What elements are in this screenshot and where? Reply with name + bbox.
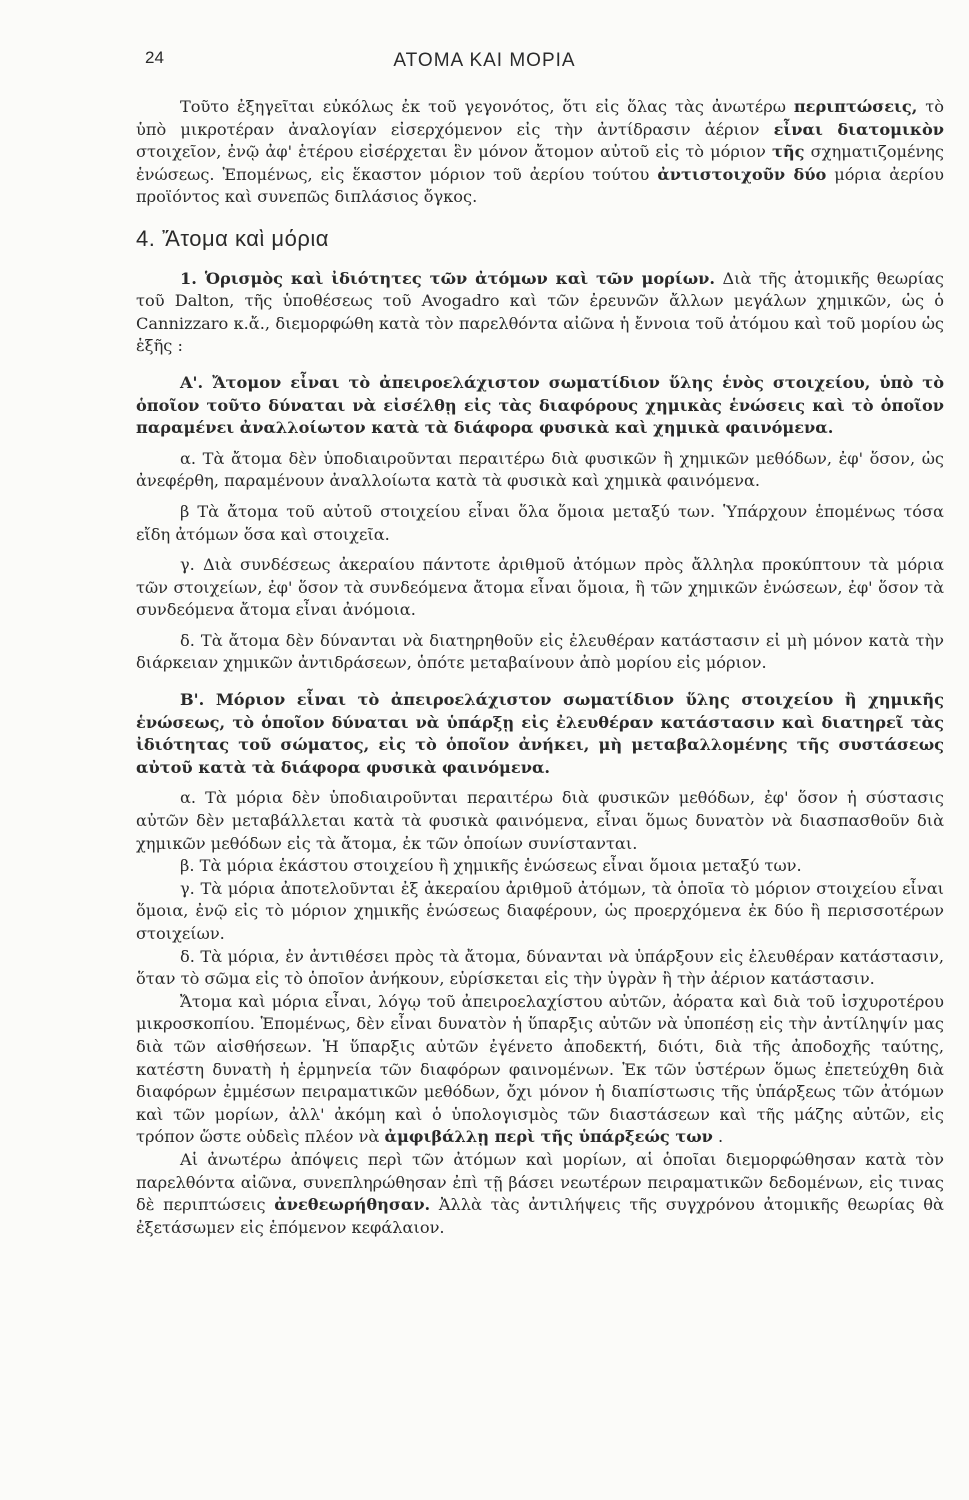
page-header (0, 48, 969, 78)
molecule-property-c: γ. Τὰ μόρια ἀποτελοῦνται ἐξ ἀκεραίου ἀριθμοῦ ἀτόμων, τὰ ὁποῖα τὸ μόριον στοιχείου εἶναι ὅμοια, ἐνῷ εἰς τὸ μόριον χημικῆς ἑνώσεως διαφέρουν, ὡς προερχόμενα ἐκ δύο ἢ περισσοτέρων στοιχείων. (136, 878, 944, 943)
atom-definition: Α'. Ἄτομον εἶναι τὸ ἀπειροελάχιστον σωματίδιον ὕλης ἑνὸς στοιχείου, ὑπὸ τὸ ὁποῖον τοῦτο δύναται νὰ εἰσέλθῃ εἰς τὰς διαφόρους χημικὰς ἑνώσεις καὶ τὸ ὁποῖον παραμένει ἀναλλοίωτον κατὰ τὰ διάφορα φυσικὰ καὶ χημικὰ φαινόμενα. (136, 372, 944, 438)
intro-text-3: στοιχεῖον, ἐνῷ ἀφ' ἑτέρου εἰσέρχεται ἓν μόνον ἄτομον αὐτοῦ εἰς τὸ μόριον (136, 142, 772, 162)
atom-property-b: β Τὰ ἄτομα τοῦ αὐτοῦ στοιχείου εἶναι ὅλα ὅμοια μεταξύ των. Ὑπάρχουν ἑπομένως τόσα εἴδη ἀτόμων ὅσα καὶ στοιχεῖα. (136, 501, 944, 544)
intro-bold-1: περιπτώσεις, (793, 97, 918, 116)
intro-paragraph (136, 96, 944, 209)
molecule-property-a: α. Τὰ μόρια δὲν ὑποδιαιροῦνται περαιτέρω διὰ φυσικῶν μεθόδων, ἐφ' ὅσον ἡ σύστασις αὐτῶν δὲν μεταβάλλεται κατὰ τὰ φυσικὰ φαινόμενα, εἶναι ὅμως δυνατὸν νὰ διασπασθοῦν διὰ χημικῶν μεθόδων εἰς τὰ ἄτομα, ἐκ τῶν ὁποίων συνίστανται. (136, 788, 944, 853)
page-body (136, 96, 944, 1239)
intro-bold-4: ἀντιστοιχοῦν δύο (657, 164, 827, 184)
intro-text-1: Τοῦτο ἐξηγεῖται εὐκόλως ἐκ τοῦ γεγονότος, ὅτι εἰς ὅλας τὰς ἀνωτέρω (180, 97, 794, 116)
closing-2-bold: ἀνεθεωρήθησαν. (274, 1195, 431, 1215)
closing-paragraph-1 (136, 991, 944, 1149)
subsection-title: 1. Ὁρισμὸς καὶ ἰδιότητες τῶν ἀτόμων καὶ τῶν μορίων. (180, 268, 716, 288)
subsection-definition-intro (136, 268, 944, 358)
closing-paragraph-2 (136, 1149, 944, 1239)
intro-bold-2: εἶναι διατομικὸν (773, 119, 944, 139)
atom-property-d: δ. Τὰ ἄτομα δὲν δύνανται νὰ διατηρηθοῦν εἰς ἐλευθέραν κατάστασιν εἰ μὴ μόνον κατὰ τὴν διάρκειαν χημικῶν ἀντιδράσεων, ὁπότε μεταβαίνουν ἀπὸ μορίου εἰς μόριον. (136, 630, 944, 673)
page-number: 24 (145, 48, 164, 67)
intro-text-5: μόρια ἀερίου προϊόντος καὶ συνεπῶς διπλάσιος ὄγκος. (136, 164, 944, 207)
molecule-property-d: δ. Τὰ μόρια, ἐν ἀντιθέσει πρὸς τὰ ἄτομα, δύνανται νὰ ὑπάρξουν εἰς ἐλευθέραν κατάστασιν, ὅταν τὸ σῶμα εἰς τὸ ὁποῖον ἀνήκουν, εὑρίσκεται εἰς τὴν ὑγρὰν ἢ τὴν ἀέριον κατάστασιν. (136, 946, 944, 989)
atom-property-c: γ. Διὰ συνδέσεως ἀκεραίου πάντοτε ἀριθμοῦ ἀτόμων πρὸς ἄλληλα προκύπτουν τὰ μόρια τῶν στοιχείων, ἐφ' ὅσον τὰ συνδεόμενα ἄτομα εἶναι ὅμοια, ἢ τῶν χημικῶν ἑνώσεων, ἐφ' ὅσον τὰ συνδεόμενα ἄτομα εἶναι ἀνόμοια. (136, 555, 944, 620)
intro-text-2: τὸ ὑπὸ μικροτέραν ἀναλογίαν εἰσερχόμενον εἰς τὴν ἀντίδρασιν ἀέριον (136, 97, 944, 139)
closing-1-bold: ἀμφιβάλλῃ περὶ τῆς ὑπάρξεώς των (384, 1127, 713, 1147)
closing-2-end: Ἀλλὰ τὰς ἀντιλήψεις τῆς συγχρόνου ἀτομικῆς θεωρίας θὰ ἐξετάσωμεν εἰς ἑπόμενον κεφάλαιον. (136, 1195, 944, 1237)
subsection-text: Διὰ τῆς ἀτομικῆς θεωρίας τοῦ Dalton, τῆς ὑποθέσεως τοῦ Avogadro καὶ τῶν ἐρευνῶν ἄλλων μεγάλων χημικῶν, ὡς ὁ Cannizzaro κ.ἄ., διεμορφώθη κατὰ τὸν παρελθόντα αἰῶνα ἡ ἔννοια τοῦ ἀτόμου καὶ τοῦ μορίου ὡς ἑξῆς : (136, 268, 944, 356)
closing-2-text: Αἱ ἀνωτέρω ἀπόψεις περὶ τῶν ἀτόμων καὶ μορίων, αἱ ὁποῖαι διεμορφώθησαν κατὰ τὸν παρελθόντα αἰῶνα, συνεπληρώθησαν ἐπὶ τῇ βάσει νεωτέρων πειραματικῶν δεδομένων, εἰς τινας δὲ περιπτώσεις (136, 1149, 944, 1215)
molecule-property-b: β. Τὰ μόρια ἑκάστου στοιχείου ἢ χημικῆς ἑνώσεως εἶναι ὅμοια μεταξύ των. (180, 856, 802, 876)
intro-bold-3: τῆς (772, 142, 805, 162)
closing-1-text: Ἄτομα καὶ μόρια εἶναι, λόγῳ τοῦ ἀπειροελαχίστου αὐτῶν, ἀόρατα καὶ διὰ τοῦ ἰσχυροτέρου μικροσκοπίου. Ἑπομένως, δὲν εἶναι δυνατὸν ἡ ὕπαρξις αὐτῶν νὰ ὑποπέσῃ εἰς τὴν ἀντίληψίν μας διὰ τῶν αἰσθήσεων. Ἡ ὕπαρξις αὐτῶν ἐγένετο ἀποδεκτή, διότι, διὰ τῆς ἀποδοχῆς ταύτης, κατέστη δυνατὴ ἡ ἑρμηνεία τῶν διαφόρων φαινομένων. Ἐκ τῶν ὑστέρων ὅμως ἐπετεύχθη διὰ διαφόρων ἐμμέσων πειραματικῶν μεθόδων, ὄχι μόνον ἡ διαπίστωσις τῆς ὑπάρξεως τῶν ἀτόμων καὶ τῶν μορίων, ἀλλ' ἀκόμη καὶ ὁ ὑπολογισμὸς τῶν διαστάσεων καὶ τῆς μάζης αὐτῶν, εἰς τρόπον ὥστε οὐδεὶς πλέον νὰ (136, 991, 944, 1147)
closing-1-end: . (712, 1127, 724, 1147)
intro-text-4: σχηματιζομένης ἑνώσεως. Ἑπομένως, εἰς ἕκαστον μόριον τοῦ ἀερίου τούτου (136, 142, 944, 184)
section-heading: 4. Ἄτομα καὶ μόρια (136, 225, 329, 251)
molecule-definition: Β'. Μόριον εἶναι τὸ ἀπειροελάχιστον σωματίδιον ὕλης στοιχείου ἢ χημικῆς ἑνώσεως, τὸ ὁποῖον δύναται νὰ ὑπάρξῃ εἰς ἐλευθέραν κατάστασιν καὶ διατηρεῖ τὰς ἰδιότητας τοῦ σώματος, εἰς τὸ ὁποῖον ἀνήκει, μὴ μεταβαλλομένης τῆς συστάσεως αὐτοῦ κατὰ τὰ διάφορα φυσικὰ φαινόμενα. (136, 690, 944, 777)
atom-property-a: α. Τὰ ἄτομα δὲν ὑποδιαιροῦνται περαιτέρω διὰ φυσικῶν ἢ χημικῶν μεθόδων, ἐφ' ὅσον, ὡς ἀνεφέρθη, παραμένουν ἀναλλοίωτα κατὰ τὰ φυσικὰ καὶ χημικὰ φαινόμενα. (136, 448, 944, 491)
running-title: ΑΤΟΜΑ ΚΑΙ ΜΟΡΙΑ (393, 50, 576, 71)
